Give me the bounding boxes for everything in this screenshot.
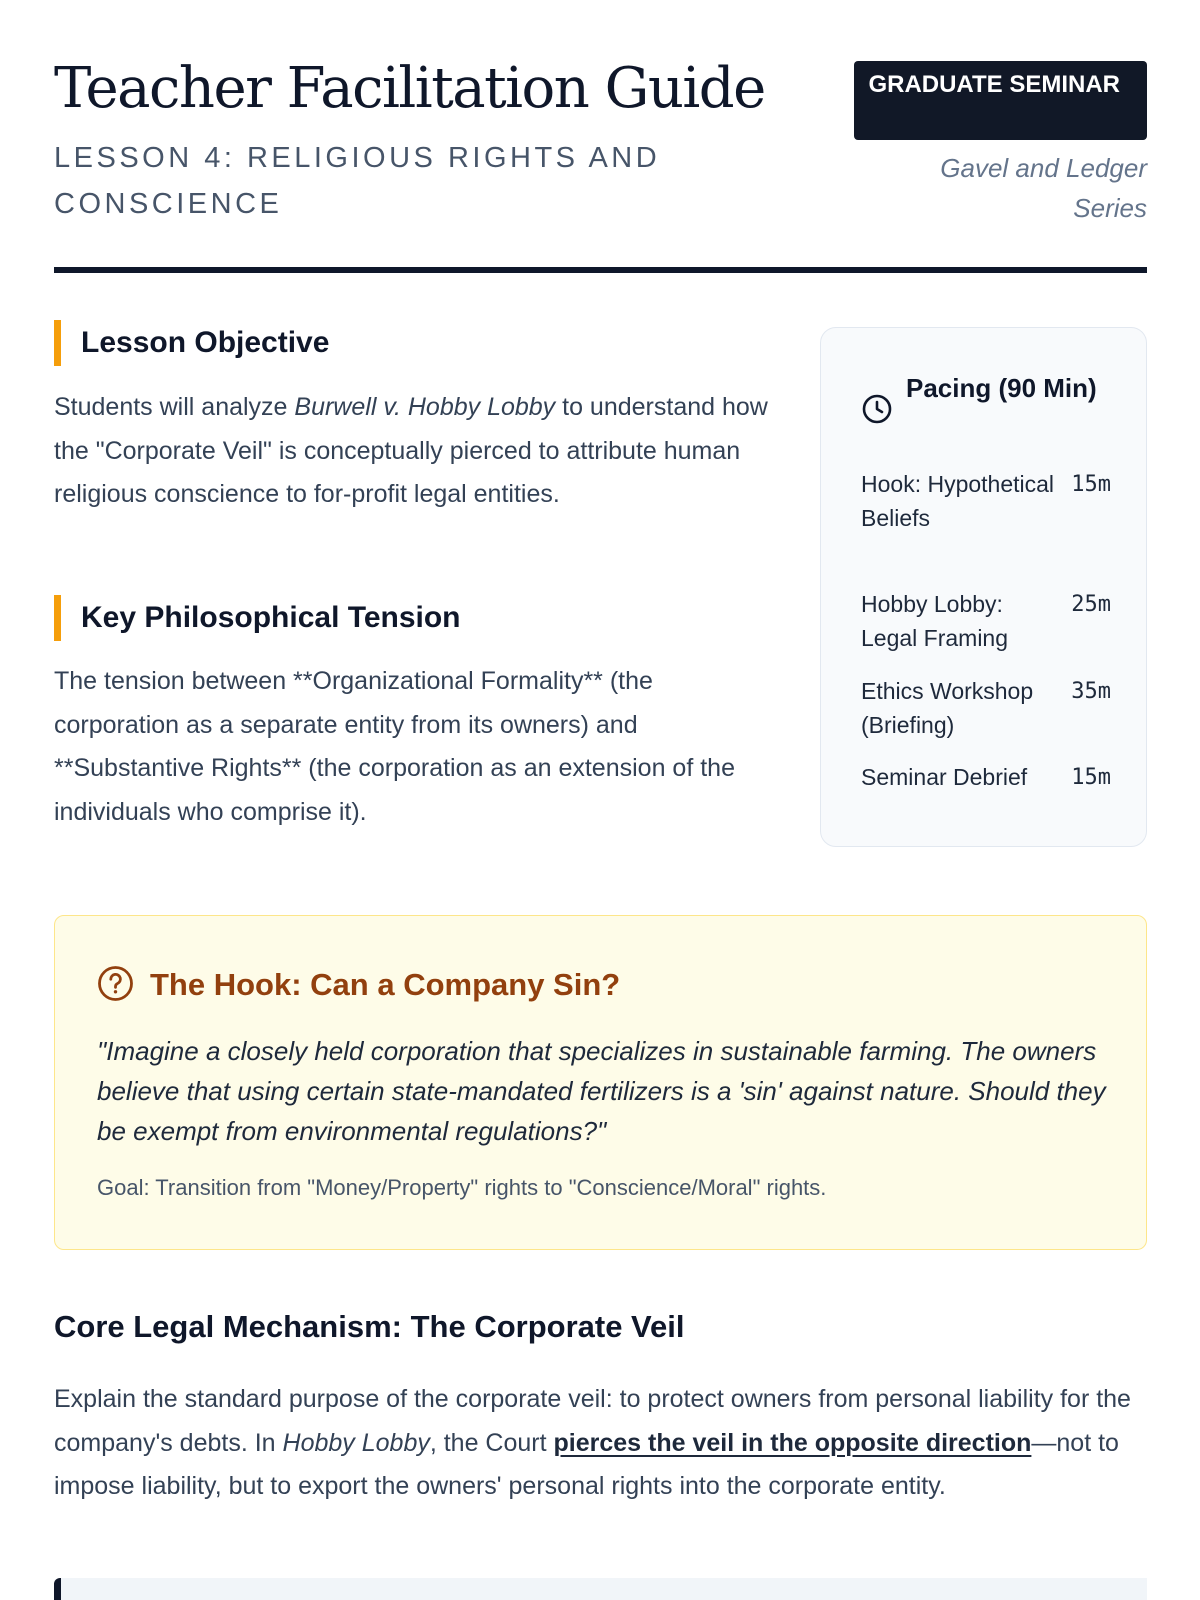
- pacing-row-label: Seminar Debrief: [861, 764, 1028, 790]
- pacing-row-label: Ethics Workshop (Briefing): [861, 678, 1034, 738]
- hook-goal: Goal: Transition from "Money/Property" rights to "Conscience/Moral" rights.: [97, 1175, 827, 1200]
- pacing-row-time: 15m: [1071, 472, 1111, 497]
- tension-text: The tension between **Organizational Formality** (the corporation as a separate entity from its owners) and **Substantive Rights** (the corporation as an extension of the individuals who comprise it).: [54, 667, 735, 826]
- question-circle-icon: [97, 965, 134, 1002]
- hook-title: The Hook: Can a Company Sin?: [150, 967, 621, 1002]
- facilitation-guide-page: [54, 0, 1147, 1600]
- lesson-subtitle: LESSON 4: RELIGIOUS RIGHTS AND CONSCIENCE: [54, 142, 661, 220]
- callout-box: [54, 1578, 1147, 1600]
- pacing-header: [861, 368, 1121, 448]
- core-mechanism-text: Explain the standard purpose of the corporate veil: to protect owners from personal liability for the company's debts. In Hobby Lobby, the Court pierces the veil in the opposite direction—not to impose liability, but to export the owners' personal rights into the corporate entity.: [54, 1385, 1131, 1500]
- pacing-row-label: Hobby Lobby: Legal Framing: [861, 591, 1009, 651]
- case-short-name: Hobby Lobby: [282, 1428, 430, 1457]
- page-title: Teacher Facilitation Guide: [54, 56, 765, 121]
- tension-heading: Key Philosophical Tension: [54, 595, 461, 641]
- pacing-title: Pacing (90 Min): [906, 373, 1097, 403]
- case-name: Burwell v. Hobby Lobby: [294, 393, 556, 421]
- objective-heading: Lesson Objective: [54, 320, 329, 366]
- pacing-row-time: 15m: [1071, 765, 1111, 790]
- pacing-row-label: Hook: Hypothetical Beliefs: [861, 471, 1055, 531]
- series-name: Gavel and Ledger Series: [940, 153, 1147, 223]
- pacing-row-time: 25m: [1071, 592, 1111, 617]
- core-mechanism-heading: Core Legal Mechanism: The Corporate Veil: [54, 1309, 685, 1344]
- objective-text: Students will analyze Burwell v. Hobby Lobby to understand how the "Corporate Veil" is conceptually pierced to attribute human religious conscience to for-profit legal entities.: [54, 393, 768, 508]
- pacing-card: [820, 327, 1147, 847]
- level-badge: GRADUATE SEMINAR: [854, 61, 1147, 140]
- hook-quote: "Imagine a closely held corporation that specializes in sustainable farming. The owners believe that using certain state-mandated fertilizers is a 'sin' against nature. Should they be exempt from environmental regulations?": [97, 1036, 1106, 1146]
- hook-box: [54, 915, 1147, 1250]
- clock-icon: [861, 393, 893, 425]
- veil-direction-link[interactable]: pierces the veil in the opposite direction: [553, 1428, 1032, 1457]
- pacing-row-time: 35m: [1071, 679, 1111, 704]
- header-divider: [54, 267, 1147, 273]
